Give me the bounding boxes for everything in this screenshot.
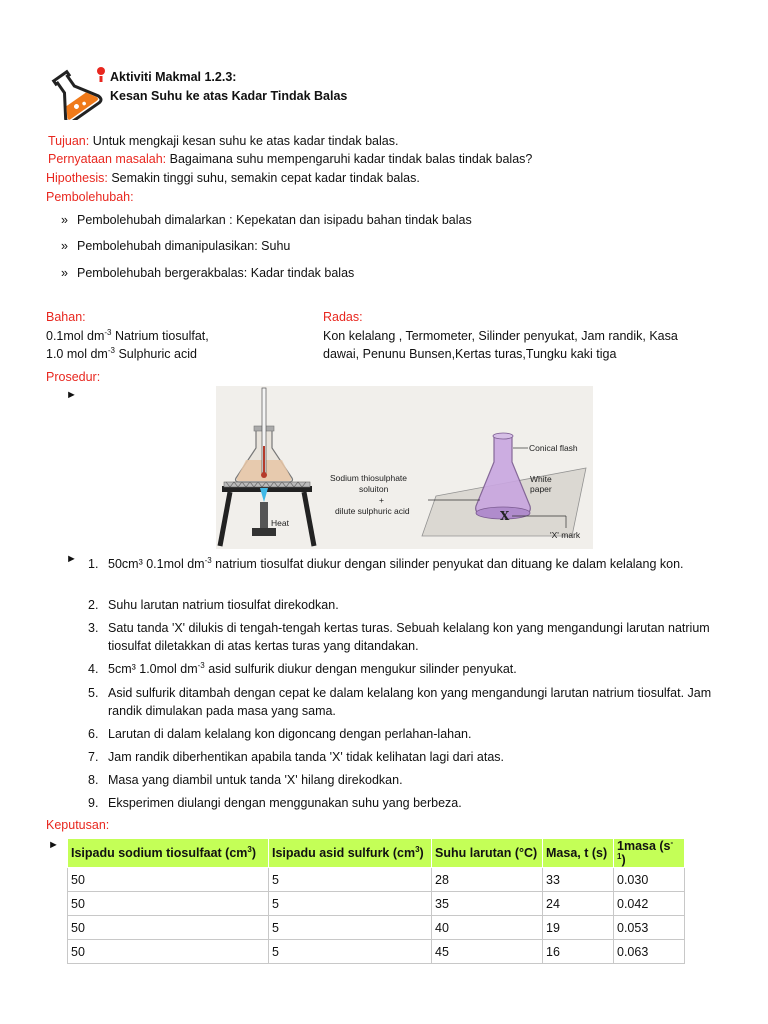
step-sup: -3 — [197, 661, 205, 670]
header-text: Isipadu asid sulfurk (cm — [272, 846, 416, 860]
header-text: Isipadu sodium tiosulfaat (cm — [71, 846, 248, 860]
step-text-part: 50cm³ 0.1mol dm — [108, 557, 205, 571]
white-paper-label-1: White — [530, 474, 552, 484]
table-header-cell — [269, 839, 432, 868]
header-text: 1masa (s — [617, 839, 671, 853]
step-number: 3. — [88, 621, 99, 635]
table-header-cell — [543, 839, 614, 868]
step-text: Eksperimen diulangi dengan menggunakan suhu yang berbeza. — [108, 796, 462, 810]
arrow-icon: ► — [66, 389, 77, 401]
thermometer — [261, 388, 267, 478]
pembolehubah-item-text: Pembolehubah dimalarkan : Kepekatan dan isipadu bahan tindak balas — [77, 213, 472, 227]
bahan-text: Sulphuric acid — [114, 347, 197, 361]
step-number: 9. — [88, 796, 99, 810]
x-mark-symbol: X — [500, 509, 510, 523]
header-sup: -1 — [617, 838, 674, 861]
pernyataan-label: Pernyataan masalah: — [48, 152, 167, 166]
radas-line-1: Kon kelalang , Termometer, Silinder penyukat, Jam randik, Kasa — [323, 329, 678, 343]
table-cell: 45 — [432, 940, 543, 964]
header-sup: 3 — [247, 845, 252, 854]
white-paper-label-2: paper — [530, 484, 552, 494]
bullet-mark: » — [61, 213, 68, 227]
results-table — [67, 838, 685, 964]
hipotesis-label: Hipothesis: — [46, 171, 108, 185]
pembolehubah-item — [61, 239, 290, 253]
table-row — [68, 892, 685, 916]
bahan-label: Bahan: — [46, 310, 86, 324]
keputusan-label: Keputusan: — [46, 818, 110, 832]
step-text-part: 5cm³ 1.0mol dm — [108, 662, 198, 676]
bahan-sup: -3 — [104, 328, 112, 337]
table-cell: 50 — [68, 868, 269, 892]
step-number: 8. — [88, 773, 99, 787]
pernyataan-line — [48, 152, 532, 166]
solution-label-3: + — [379, 495, 384, 505]
tujuan-label: Tujuan: — [48, 134, 90, 148]
step-text: Satu tanda 'X' dilukis di tengah-tengah kertas turas. Sebuah kelalang kon yang mengandungi larutan natrium tiosulfat diletakkan di atas kertas turas yang ditandakan. — [108, 621, 710, 653]
pembolehubah-item-text: Pembolehubah bergerakbalas: Kadar tindak balas — [77, 266, 355, 280]
step-text: Larutan di dalam kelalang kon digoncang dengan perlahan-lahan. — [108, 727, 472, 741]
pembolehubah-item — [61, 266, 354, 280]
table-cell: 0.030 — [614, 868, 685, 892]
header-sup: 3 — [415, 845, 420, 854]
table-cell: 50 — [68, 916, 269, 940]
step-text: Masa yang diambil untuk tanda 'X' hilang direkodkan. — [108, 773, 403, 787]
wire-gauze — [224, 482, 310, 487]
table-cell: 0.042 — [614, 892, 685, 916]
flask-logo-icon — [40, 62, 108, 120]
arrow-icon: ► — [48, 839, 59, 851]
header-text: ) — [251, 846, 257, 860]
solution-label-4: dilute sulphuric acid — [335, 506, 410, 516]
header-text: Masa, t (s) — [546, 846, 608, 860]
radas-line-2: dawai, Penunu Bunsen,Kertas turas,Tungku kaki tiga — [323, 347, 617, 361]
table-row — [68, 868, 685, 892]
page-title: Aktiviti Makmal 1.2.3: — [110, 70, 237, 84]
pembolehubah-item — [61, 213, 472, 227]
table-header-cell — [614, 839, 685, 868]
step-text — [108, 555, 738, 573]
prosedur-label: Prosedur: — [46, 370, 101, 384]
table-cell: 5 — [269, 916, 432, 940]
heat-label: Heat — [271, 518, 289, 528]
table-header-row — [68, 839, 685, 868]
table-row — [68, 940, 685, 964]
table-cell: 19 — [543, 916, 614, 940]
step-text: Jam randik diberhentikan apabila tanda 'X' tidak kelihatan lagi dari atas. — [108, 750, 504, 764]
step-number: 5. — [88, 686, 99, 700]
reaction-flask — [476, 433, 531, 519]
step-text: Asid sulfurik ditambah dengan cepat ke dalam kelalang kon yang mengandungi larutan natrium tiosulfat. Jam randik dimulakan pada masa yang sama. — [108, 686, 712, 718]
step-text-part: natrium tiosulfat diukur dengan silinder penyukat dan dituang ke dalam kelalang kon. — [211, 557, 684, 571]
hipotesis-line — [46, 171, 420, 185]
table-cell: 5 — [269, 868, 432, 892]
step-number: 1. — [88, 557, 99, 571]
bahan-sup: -3 — [107, 346, 115, 355]
header-text: ) — [419, 846, 424, 860]
table-header-cell — [432, 839, 543, 868]
bullet-mark: » — [61, 266, 68, 280]
table-cell: 28 — [432, 868, 543, 892]
step-number: 2. — [88, 598, 99, 612]
solution-label-2: soluiton — [359, 484, 389, 494]
step-number: 6. — [88, 727, 99, 741]
bullet-mark: » — [61, 239, 68, 253]
tujuan-line — [48, 134, 398, 148]
table-cell: 50 — [68, 940, 269, 964]
table-cell: 24 — [543, 892, 614, 916]
table-row — [68, 916, 685, 940]
header-text: ) — [621, 853, 626, 867]
pembolehubah-label: Pembolehubah: — [46, 190, 134, 204]
table-cell: 35 — [432, 892, 543, 916]
bahan-line-1 — [46, 329, 209, 343]
step-sup: -3 — [204, 556, 212, 565]
bahan-line-2 — [46, 347, 197, 361]
step-text — [108, 660, 738, 678]
table-cell: 16 — [543, 940, 614, 964]
bahan-text: Natrium tiosulfat, — [111, 329, 209, 343]
table-cell: 0.053 — [614, 916, 685, 940]
table-cell: 33 — [543, 868, 614, 892]
page-subtitle: Kesan Suhu ke atas Kadar Tindak Balas — [110, 89, 348, 103]
header-text: Suhu larutan (°C) — [435, 846, 538, 860]
x-mark-label: 'X' mark — [550, 530, 581, 540]
table-cell: 5 — [269, 940, 432, 964]
pembolehubah-item-text: Pembolehubah dimanipulasikan: Suhu — [77, 239, 291, 253]
step-number: 4. — [88, 662, 99, 676]
radas-label: Radas: — [323, 310, 363, 324]
bahan-text: 0.1mol dm — [46, 329, 105, 343]
conical-flask-label: Conical flash — [529, 443, 578, 453]
pernyataan-text: Bagaimana suhu mempengaruhi kadar tindak balas tindak balas? — [169, 152, 533, 166]
bunsen-burner — [252, 488, 276, 536]
apparatus-diagram — [216, 386, 593, 549]
step-text-part: asid sulfurik diukur dengan mengukur silinder penyukat. — [204, 662, 517, 676]
step-text: Suhu larutan natrium tiosulfat direkodkan. — [108, 598, 339, 612]
solution-label-1: Sodium thiosulphate — [330, 473, 408, 483]
table-cell: 0.063 — [614, 940, 685, 964]
arrow-icon: ► — [66, 553, 77, 565]
table-cell: 40 — [432, 916, 543, 940]
bahan-text: 1.0 mol dm — [46, 347, 108, 361]
tujuan-text: Untuk mengkaji kesan suhu ke atas kadar tindak balas. — [92, 134, 399, 148]
step-number: 7. — [88, 750, 99, 764]
hipotesis-text: Semakin tinggi suhu, semakin cepat kadar tindak balas. — [111, 171, 420, 185]
table-header-cell — [68, 839, 269, 868]
table-cell: 50 — [68, 892, 269, 916]
table-cell: 5 — [269, 892, 432, 916]
